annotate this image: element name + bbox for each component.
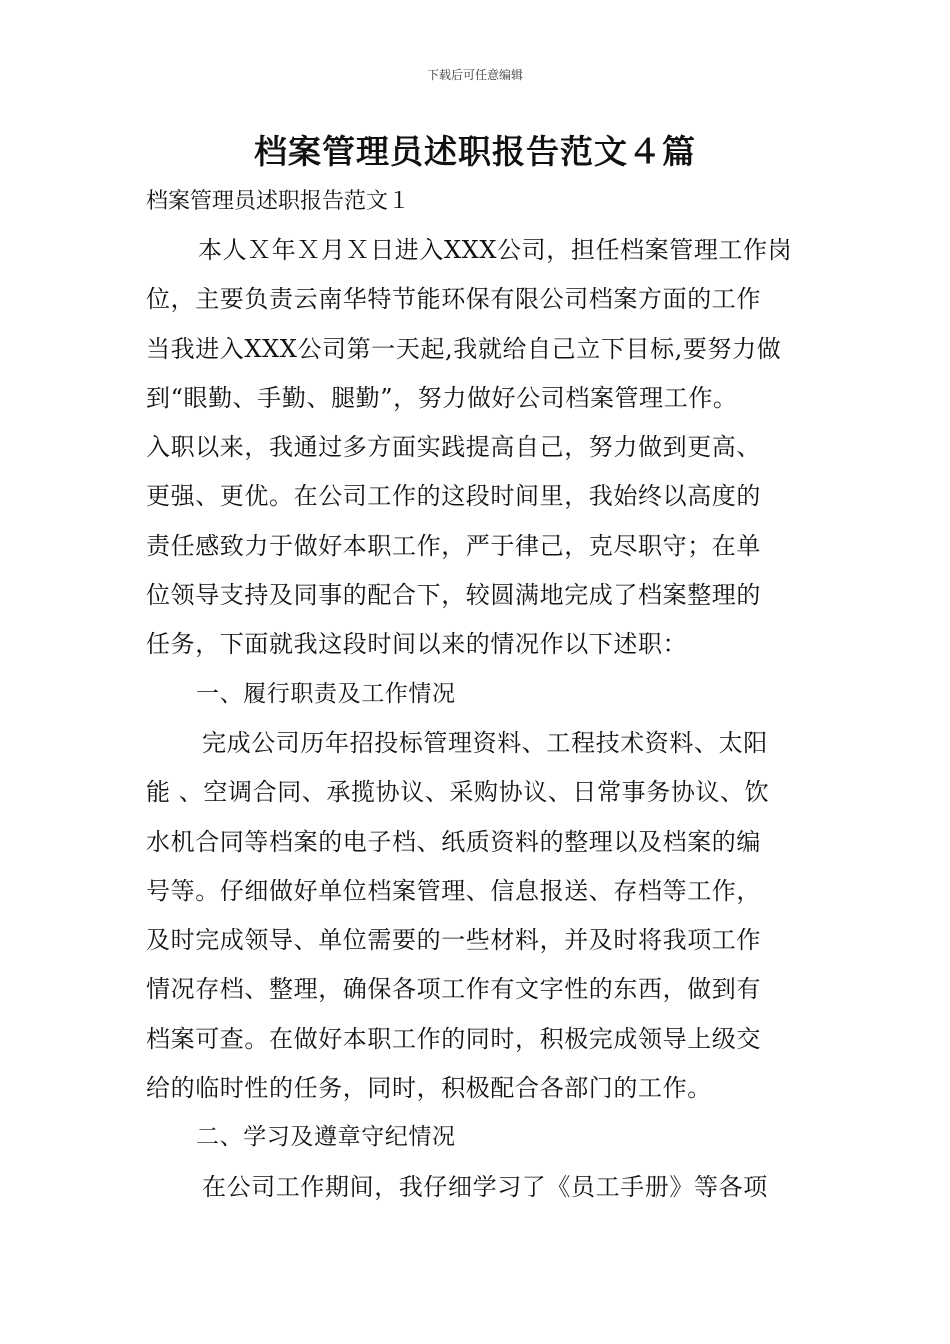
document-title: 档案管理员述职报告范文４篇 bbox=[254, 132, 696, 171]
paragraph-line: 情况存档、整理，确保各项工作有文字性的东西，做到有 bbox=[146, 975, 761, 1004]
section-heading-2: 二、学习及遵章守纪情况 bbox=[196, 1124, 456, 1151]
paragraph-line: 入职以来，我通过多方面实践提高自己，努力做到更高、 bbox=[146, 433, 761, 462]
paragraph-line: 在公司工作期间，我仔细学习了《员工手册》等各项 bbox=[202, 1172, 768, 1201]
document-subtitle: 档案管理员述职报告范文１ bbox=[146, 189, 411, 214]
paragraph-line: 能 、空调合同、承揽协议、采购协议、日常事务协议、饮 bbox=[146, 778, 770, 807]
paragraph-line: 完成公司历年招投标管理资料、工程技术资料、太阳 bbox=[202, 728, 768, 757]
paragraph-line: 位领导支持及同事的配合下，较圆满地完成了档案整理的 bbox=[146, 581, 761, 610]
paragraph-line: 水机合同等档案的电子档、纸质资料的整理以及档案的编 bbox=[146, 827, 761, 856]
paragraph-line: 及时完成领导、单位需要的一些材料，并及时将我项工作 bbox=[146, 926, 761, 955]
paragraph-line: 当我进入XXX公司第一天起,我就给自己立下目标,要努力做 bbox=[146, 334, 782, 363]
paragraph-line: 本人Ｘ年Ｘ月Ｘ日进入XXX公司，担任档案管理工作岗 bbox=[198, 236, 793, 264]
paragraph-line: 档案可查。在做好本职工作的同时，积极完成领导上级交 bbox=[146, 1024, 761, 1053]
paragraph-line: 更强、更优。在公司工作的这段时间里，我始终以高度的 bbox=[146, 482, 761, 511]
paragraph-line: 责任感致力于做好本职工作，严于律己，克尽职守；在单 bbox=[146, 531, 761, 560]
document-body bbox=[146, 226, 810, 1212]
paragraph-line: 到“眼勤、手勤、腿勤”，努力做好公司档案管理工作。 bbox=[146, 383, 738, 412]
paragraph-line: 给的临时性的任务，同时，积极配合各部门的工作。 bbox=[146, 1074, 712, 1103]
section-heading-1: 一、履行职责及工作情况 bbox=[196, 680, 456, 707]
paragraph-line: 号等。仔细做好单位档案管理、信息报送、存档等工作， bbox=[146, 876, 761, 905]
paragraph-line: 位，主要负责云南华特节能环保有限公司档案方面的工作 bbox=[146, 285, 761, 314]
header-note: 下载后可任意编辑 bbox=[426, 68, 523, 82]
paragraph-line: 任务，下面就我这段时间以来的情况作以下述职： bbox=[146, 630, 688, 659]
